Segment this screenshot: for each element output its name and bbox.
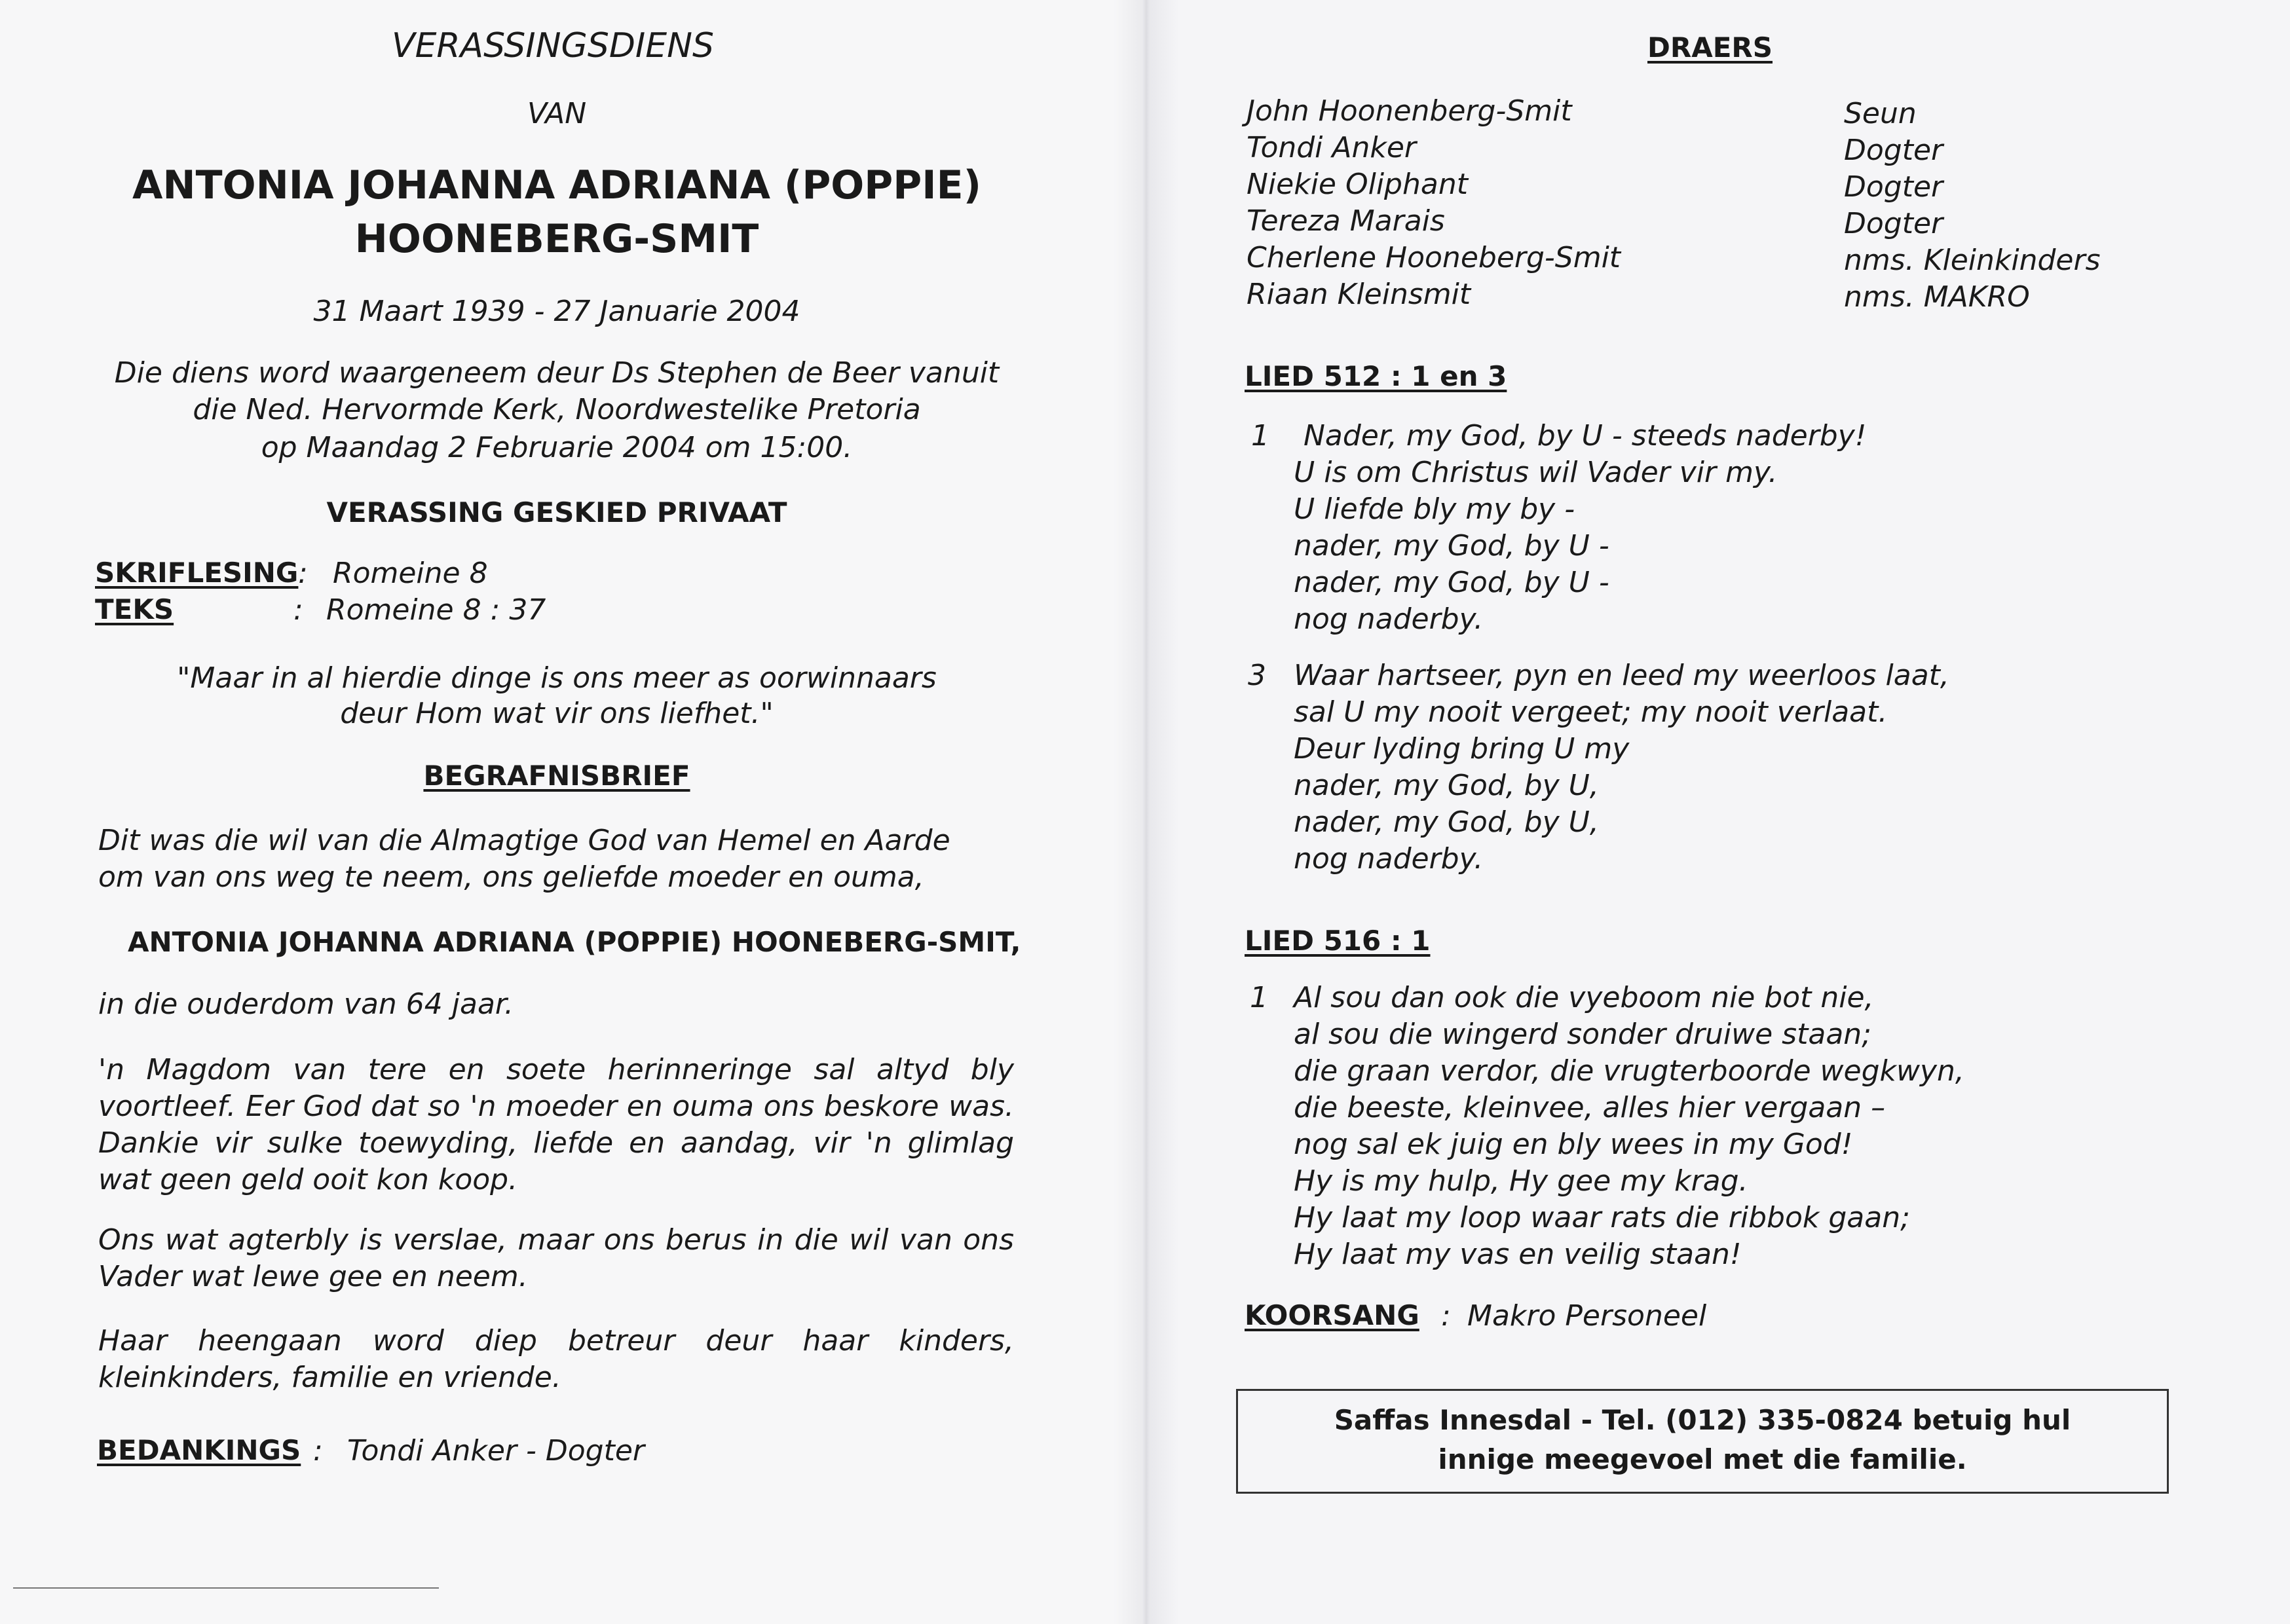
bearers-heading: DRAERS <box>1647 31 1773 64</box>
hymn2-verse1-number: 1 <box>1250 981 1268 1014</box>
hymn-line: U liefde bly my by - <box>1294 492 1575 526</box>
deceased-name-line2: HOONEBERG-SMIT <box>354 216 759 262</box>
bearer-relation: Dogter <box>1844 134 1943 167</box>
scripture-value: Romeine 8 <box>333 557 488 590</box>
hymn2-heading: LIED 516 : 1 <box>1245 925 1431 957</box>
thanks-sep: : <box>313 1434 323 1467</box>
hymn1-verse1-number: 1 <box>1251 419 1269 452</box>
deceased-name-line1: ANTONIA JOHANNA ADRIANA (POPPIE) <box>132 162 981 208</box>
choir-label: KOORSANG <box>1245 1299 1419 1331</box>
text-value: Romeine 8 : 37 <box>326 593 546 627</box>
bearer-relation: nms. MAKRO <box>1844 280 2030 314</box>
hymn-line: die beeste, kleinvee, alles hier vergaan – <box>1294 1091 1886 1124</box>
text-sep: : <box>293 593 303 627</box>
scripture-label: SKRIFLESING <box>95 557 299 589</box>
bearer-name: Riaan Kleinsmit <box>1247 278 1471 311</box>
scripture-sep: : <box>298 557 308 590</box>
hymn-line: Nader, my God, by U - steeds naderby! <box>1304 419 1867 452</box>
bearer-name: Tereza Marais <box>1247 204 1445 238</box>
van-label: VAN <box>527 97 587 130</box>
hymn-line: nader, my God, by U - <box>1294 529 1609 563</box>
text-label: TEKS <box>95 593 174 625</box>
quote-line-2: deur Hom wat vir ons liefhet." <box>340 697 774 730</box>
bearer-name: John Hoonenberg-Smit <box>1247 94 1572 128</box>
thanks-value: Tondi Anker - Dogter <box>347 1434 645 1467</box>
hymn-line: die graan verdor, die vrugterboorde wegkwyn, <box>1294 1054 1964 1088</box>
para1-line1: Dit was die wil van die Almagtige God van Hemel en Aarde <box>98 824 950 857</box>
para1-line2: om van ons weg te neem, ons geliefde moeder en ouma, <box>98 860 924 894</box>
thanks-label: BEDANKINGS <box>97 1434 301 1466</box>
hymn-line: al sou die wingerd sonder druiwe staan; <box>1294 1018 1871 1051</box>
choir-value: Makro Personeel <box>1467 1299 1707 1333</box>
bottom-rule <box>13 1587 439 1589</box>
page-fold <box>1114 0 1179 1624</box>
hymn-line: nog sal ek juig en bly wees in my God! <box>1294 1128 1853 1161</box>
bearer-relation: Dogter <box>1844 170 1943 204</box>
bearer-relation: nms. Kleinkinders <box>1844 244 2101 277</box>
hymn-line: nader, my God, by U, <box>1294 805 1599 839</box>
bearer-relation: Dogter <box>1844 207 1943 240</box>
choir-sep: : <box>1441 1299 1451 1333</box>
quote-line-1: "Maar in al hierdie dinge is ons meer as oorwinnaars <box>177 661 937 695</box>
mourning-paragraph: Haar heengaan word diep betreur deur haar kinders, kleinkinders, familie en vriende. <box>98 1324 1014 1394</box>
hymn1-verse3-number: 3 <box>1248 659 1266 692</box>
service-line-2: die Ned. Hervormde Kerk, Noordwestelike Pretoria <box>193 393 921 426</box>
hymn-line: nog naderby. <box>1294 842 1484 876</box>
ad-line-2: innige meegevoel met die familie. <box>1438 1443 1967 1475</box>
hymn-line: nader, my God, by U - <box>1294 566 1609 599</box>
bearer-name: Niekie Oliphant <box>1247 168 1468 201</box>
hymn-line: nader, my God, by U, <box>1294 769 1599 802</box>
bearer-name: Tondi Anker <box>1247 131 1417 164</box>
hymn-line: Deur lyding bring U my <box>1294 732 1630 766</box>
deceased-full-name: ANTONIA JOHANNA ADRIANA (POPPIE) HOONEBERG-SMIT, <box>128 926 1021 958</box>
hymn1-heading: LIED 512 : 1 en 3 <box>1245 360 1507 392</box>
life-dates: 31 Maart 1939 - 27 Januarie 2004 <box>313 295 800 328</box>
hymn-line: Hy laat my loop waar rats die ribbok gaan; <box>1294 1201 1910 1234</box>
hymn-line: Hy laat my vas en veilig staan! <box>1294 1238 1742 1271</box>
cremation-note: VERASSING GESKIED PRIVAAT <box>326 496 787 528</box>
service-line-1: Die diens word waargeneem deur Ds Stephen de Beer vanuit <box>114 356 1000 390</box>
age-line: in die ouderdom van 64 jaar. <box>98 987 514 1021</box>
hymn-line: sal U my nooit vergeet; my nooit verlaat. <box>1294 695 1888 729</box>
bearer-name: Cherlene Hooneberg-Smit <box>1247 241 1621 274</box>
hymn-line: Al sou dan ook die vyeboom nie bot nie, <box>1294 981 1874 1014</box>
ad-line-1: Saffas Innesdal - Tel. (012) 335-0824 betuig hul <box>1334 1404 2071 1436</box>
hymn-line: Waar hartseer, pyn en leed my weerloos laat, <box>1294 659 1949 692</box>
hymn-line: Hy is my hulp, Hy gee my krag. <box>1294 1164 1748 1198</box>
service-heading: VERASSINGSDIENS <box>392 26 714 65</box>
faith-paragraph: Ons wat agterbly is verslae, maar ons berus in die wil van ons Vader wat lewe gee en neem. <box>98 1223 1014 1293</box>
condolence-ad-box <box>1236 1389 2169 1494</box>
hymn-line: nog naderby. <box>1294 602 1484 636</box>
service-line-3: op Maandag 2 Februarie 2004 om 15:00. <box>261 431 853 464</box>
memories-paragraph: 'n Magdom van tere en soete herinneringe sal altyd bly voortleef. Eer God dat so 'n moeder en ouma ons beskore was. Dankie vir sulke toewyding, liefde en aandag, vir 'n glimlag wat geen geld ooit kon koop. <box>98 1053 1014 1196</box>
letter-heading: BEGRAFNISBRIEF <box>423 760 690 792</box>
bearer-relation: Seun <box>1844 97 1917 130</box>
hymn-line: U is om Christus wil Vader vir my. <box>1294 456 1778 489</box>
